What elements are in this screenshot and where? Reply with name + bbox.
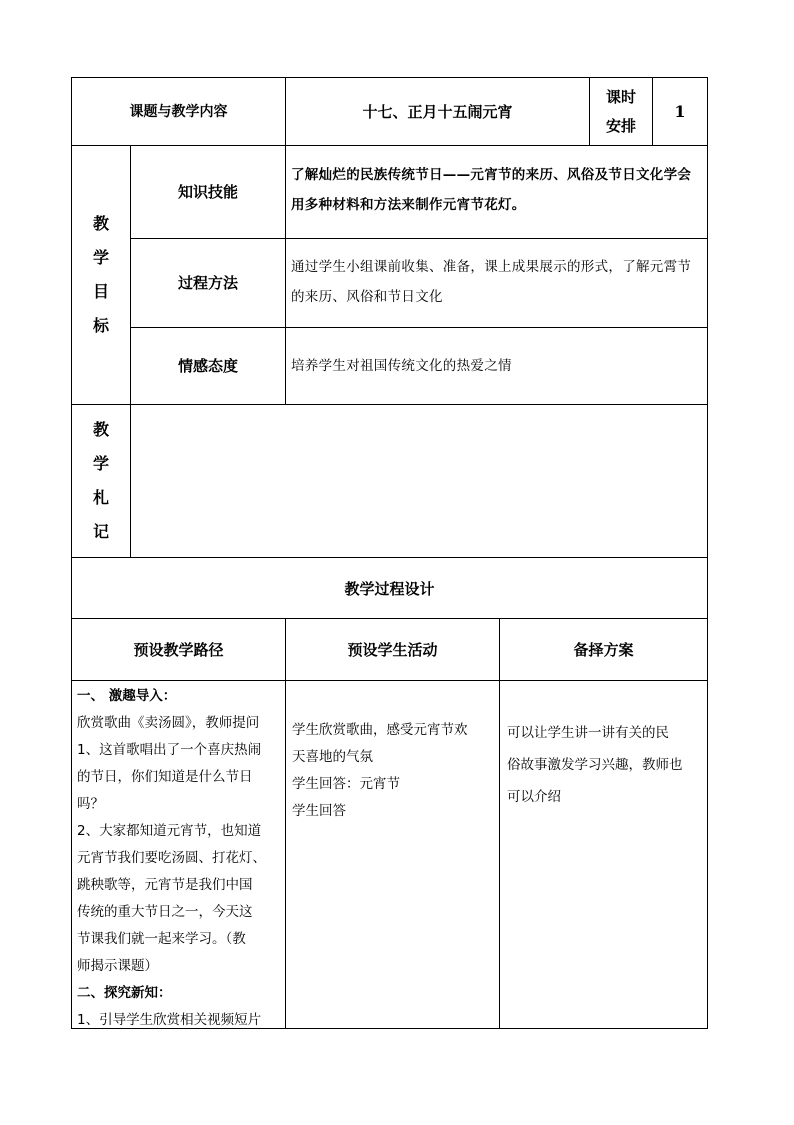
text-line: 传统的重大节日之一，今天这 <box>77 904 253 920</box>
student-activity-content <box>292 717 496 917</box>
side-char: 札 <box>92 488 109 507</box>
text-line: 2、大家都知道元宵节，也知道 <box>77 823 262 839</box>
process-text: 通过学生小组课前收集、准备，课上成果展示的形式，了解元霄节的来历、风俗和节日文化 <box>291 259 692 305</box>
side-char: 教 <box>92 420 109 439</box>
objectives-side-label <box>72 146 130 404</box>
text-line: 二、探究新知： <box>77 985 172 1001</box>
text-line: 的节日，你们知道是什么节日 <box>77 769 253 785</box>
col-divider <box>285 145 286 404</box>
lesson-plan-table <box>71 77 708 1029</box>
side-char: 记 <box>92 522 109 541</box>
emotion-text: 培养学生对祖国传统文化的热爱之情 <box>291 357 512 374</box>
notes-content[interactable] <box>131 405 707 557</box>
col-header-student-activity: 预设学生活动 <box>347 641 438 659</box>
text-line: 1、引导学生欣赏相关视频短片 <box>77 1012 262 1028</box>
side-char: 目 <box>92 282 109 301</box>
process-label: 过程方法 <box>177 274 238 292</box>
text-line: 欣赏歌曲《卖汤圆》，教师提问 <box>77 715 260 731</box>
teaching-path-content <box>77 683 283 1027</box>
text-line: 学生回答 <box>292 803 346 819</box>
table-border-right <box>707 77 708 1029</box>
design-title: 教学过程设计 <box>344 579 435 598</box>
schedule-label-line2: 安排 <box>605 116 636 135</box>
text-line: 元宵节我们要吃汤圆、打花灯、 <box>77 850 266 866</box>
topic-label: 课题与教学内容 <box>129 103 228 120</box>
notes-side-label <box>72 405 130 557</box>
text-line: 一、 激趣导入： <box>77 688 177 704</box>
schedule-value: 1 <box>674 102 686 121</box>
side-char: 学 <box>92 248 109 267</box>
side-char: 标 <box>92 316 109 335</box>
text-line: 跳秧歌等，元宵节是我们中国 <box>77 877 253 893</box>
side-char: 学 <box>92 454 109 473</box>
text-line: 可以让学生讲一讲有关的民 <box>507 725 669 741</box>
text-line: 节课我们就一起来学习。（教 <box>77 931 246 947</box>
emotion-label: 情感态度 <box>177 357 238 375</box>
text-line: 学生欣赏歌曲，感受元宵节欢 <box>292 722 468 738</box>
text-line: 吗？ <box>77 796 104 812</box>
text-line: 俗故事激发学习兴趣，教师也 <box>507 757 683 773</box>
text-line: 学生回答：元宵节 <box>292 776 400 792</box>
row-divider <box>71 680 708 681</box>
text-line: 1、这首歌唱出了一个喜庆热闹 <box>77 742 262 758</box>
schedule-label <box>590 78 652 145</box>
side-char: 教 <box>92 214 109 233</box>
schedule-label-line1: 课时 <box>605 87 636 106</box>
text-line: 可以介绍 <box>507 789 561 805</box>
knowledge-text: 了解灿烂的民族传统节日——元宵节的来历、风俗及节日文化学会用多种材料和方法来制作元宵节花灯。 <box>291 167 692 213</box>
col-header-teaching-path: 预设教学路径 <box>133 641 224 659</box>
text-line: 师揭示课题） <box>77 958 158 974</box>
col-header-alternatives: 备择方案 <box>573 641 634 659</box>
topic-value: 十七、正月十五闹元宵 <box>362 102 513 121</box>
text-line: 天喜地的气氛 <box>292 749 373 765</box>
alternatives-content <box>507 717 705 837</box>
knowledge-label: 知识技能 <box>177 183 238 201</box>
